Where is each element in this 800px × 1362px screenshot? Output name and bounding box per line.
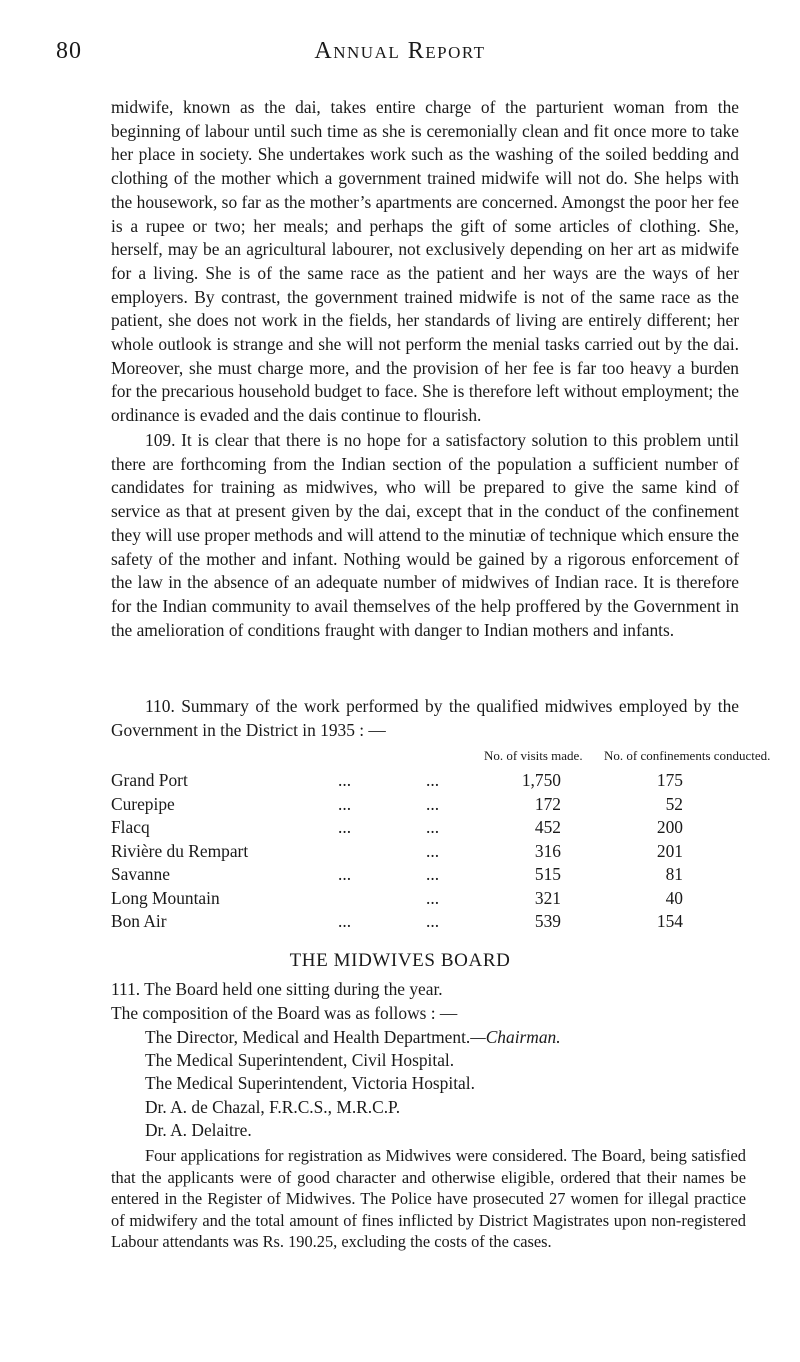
paragraph-111-line-2: The composition of the Board was as follows : — [111,1002,458,1023]
paragraph-110: 110. Summary of the work performed by the qualified midwives employed by the Government in the District in 1935 : — [111,696,739,740]
confinements-value: 175 [656,770,683,790]
summary-table [111,770,741,935]
member-name: Dr. A. de Chazal, F.R.C.S., M.R.C.P. [145,1096,401,1117]
district-name: Rivière du Rempart [111,840,249,861]
board-member [145,1026,765,1049]
section-heading-midwives-board: THE MIDWIVES BOARD [289,950,511,971]
member-name: The Medical Superintendent, Victoria Hospital. [145,1073,475,1094]
leader-dots: ... [426,840,440,861]
confinements-value: 40 [665,887,683,908]
visits-value: 1,750 [521,770,561,790]
district-name: Flacq [111,817,150,837]
leader-dots: ... [426,770,440,790]
confinements-value: 201 [656,840,683,861]
member-role: —Chairman. [470,1027,561,1047]
member-name: Dr. A. Delaitre. [145,1119,252,1140]
board-members-list [145,1026,765,1142]
table-row [111,770,741,794]
board-member [145,1049,765,1072]
leader-dots: ... [338,911,352,931]
confinements-value: 200 [656,817,683,837]
visits-value: 316 [534,840,561,861]
leader-dots: ... [426,864,440,884]
visits-value: 321 [534,887,561,908]
column-header-confinements: No. of confinements conducted. [604,748,771,763]
confinements-value: 52 [665,793,683,814]
confinements-value: 154 [656,911,683,931]
leader-dots: ... [426,793,440,814]
visits-value: 172 [534,793,561,814]
table-row [111,794,741,818]
district-name: Curepipe [111,793,175,814]
district-name: Grand Port [111,770,188,790]
paragraph-111 [111,978,739,1025]
district-name: Long Mountain [111,887,220,908]
paragraph-continuation: midwife, known as the dai, takes entire charge of the parturient woman from the beginning of labour until such time as she is ceremonially clean and fit once more to take her place in society. She undertakes work such as the washing of the soiled bedding and clothing of the mother which a government trained midwife will not do. She helps with the housework, so far as the mother’s apartments are concerned. Amongst the poor her fee is a rupee or two; her meals; and perhaps the gift of some articles of clothing. She, herself, may be an agricultural labourer, not exclusively depending on her art as midwife for a living. She is of the same race as the patient and her ways are the ways of her employers. By contrast, the government trained midwife is not of the same race as the patient, she does not work in the fields, her standards of living are entirely different; her whole outlook is strange and she will not perform the menial tasks carried out by the dai. Moreover, she must charge more, and the provision of her fee is far too heavy a burden for the precarious household budget to face. She is therefore left without employment; the ordinance is evaded and the dais continue to flourish. [111,97,739,426]
district-name: Savanne [111,864,170,884]
paragraph-111-line-1: 111. The Board held one sitting during the year. [111,979,443,999]
member-name: The Medical Superintendent, Civil Hospital. [145,1050,455,1071]
member-name: The Director, Medical and Health Department. [145,1027,471,1047]
running-title: Annual Report [314,38,486,64]
confinements-value: 81 [665,864,683,884]
summary-table-header [0,748,800,768]
leader-dots: ... [426,911,440,931]
board-member [145,1096,765,1119]
visits-value: 539 [534,911,561,931]
table-row [111,888,741,912]
table-row [111,841,741,865]
paragraph-109: 109. It is clear that there is no hope for a satisfactory solution to this problem until there are forthcoming from the Indian section of the population a sufficient number of candidates for training as midwives, who will be prepared to give the same kind of service as that at present given by the dai, except that in the conduct of the confinement they will use proper methods and will attend to the minutiæ of technique which ensure the safety of the mother and infant. Nothing would be gained by a rigorous enforcement of the law in the absence of an adequate number of midwives of Indian race. It is therefore for the Indian community to avail themselves of the help proffered by the Government in the amelioration of conditions fraught with danger to Indian mothers and infants. [111,430,739,640]
table-row [111,817,741,841]
leader-dots: ... [338,864,352,884]
table-row [111,864,741,888]
leader-dots: ... [338,817,352,837]
leader-dots: ... [426,887,440,908]
leader-dots: ... [338,770,352,790]
visits-value: 515 [534,864,561,884]
board-member [145,1119,765,1142]
table-row [111,911,741,935]
paragraph-applications: Four applications for registration as Midwives were considered. The Board, being satisfied that the applicants were of good character and otherwise eligible, ordered that their names be entered in the Register of Midwives. The Police have prosecuted 27 women for illegal practice of midwifery and the total amount of fines inflicted by District Magistrates upon non-registered Labour attendants was Rs. 190.25, excluding the costs of the cases. [111,1146,746,1252]
column-header-visits: No. of visits made. [484,748,583,763]
visits-value: 452 [534,817,561,837]
district-name: Bon Air [111,911,167,931]
page-number: 80 [56,38,82,64]
board-member [145,1072,765,1095]
leader-dots: ... [426,817,440,837]
leader-dots: ... [338,793,352,814]
